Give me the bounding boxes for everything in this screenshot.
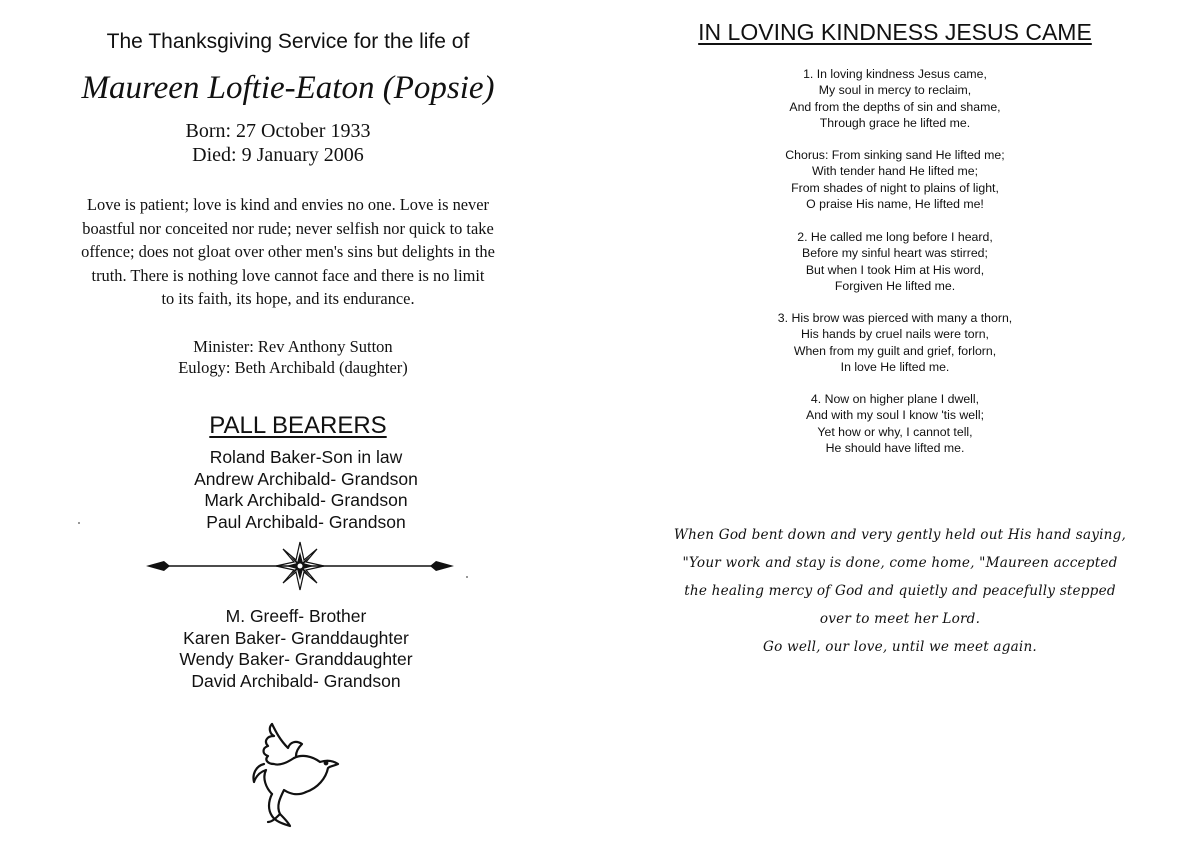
hymn-line: Yet how or why, I cannot tell, (817, 424, 973, 439)
closing-line: Go well, our love, until we meet again. (763, 639, 1037, 655)
hymn-line: Through grace he lifted me. (819, 115, 971, 130)
eulogy: Eulogy: Beth Archibald (daughter) (178, 358, 408, 377)
hymn-line: And from the depths of sin and shame, (789, 99, 1001, 114)
scripture-verse (40, 193, 536, 311)
died-date: Died: 9 January 2006 (192, 144, 364, 166)
hymn-line: 4. Now on higher plane I dwell, (810, 392, 980, 406)
hymn-stanza (600, 66, 1190, 131)
verse-line: boastful nor conceited nor rude; never selfish nor quick to take (82, 218, 494, 238)
closing-line: When God bent down and very gently held out His hand saying, (673, 527, 1127, 543)
minister: Minister: Rev Anthony Sutton (193, 337, 393, 356)
hymn-line: Chorus: From sinking sand He lifted me; (785, 148, 1005, 162)
verse-line: truth. There is nothing love cannot face and there is no limit (91, 265, 485, 285)
pall-bearer: Roland Baker-Son in law (209, 447, 403, 467)
hymn-line: He should have lifted me. (825, 440, 965, 455)
born-date: Born: 27 October 1933 (185, 120, 371, 142)
dove-icon (246, 718, 346, 830)
pall-bearer: Mark Archibald- Grandson (204, 490, 408, 510)
hymn-line: When from my guilt and grief, forlorn, (793, 343, 997, 358)
hymn-line: Forgiven He lifted me. (834, 278, 956, 293)
hymn-stanza (600, 229, 1190, 294)
hymn-line: From shades of night to plains of light, (791, 180, 999, 195)
closing-line: "Your work and stay is done, come home, "Maureen accepted (682, 555, 1118, 571)
pall-bearer: Wendy Baker- Granddaughter (179, 649, 413, 669)
hymn-line: In love He lifted me. (840, 359, 950, 374)
officiants (0, 336, 586, 378)
closing-message (620, 521, 1180, 661)
hymn-line: And with my soul I know 'tis well; (806, 408, 984, 423)
paper-speck (78, 522, 80, 524)
hymn-line: His hands by cruel nails were torn, (801, 327, 989, 342)
verse-line: offence; does not gloat over other men's sins but delights in the (81, 242, 495, 261)
pall-bearer: Paul Archibald- Grandson (206, 511, 406, 532)
pall-bearer: Andrew Archibald- Grandson (194, 468, 418, 489)
hymn-line: With tender hand He lifted me; (811, 164, 979, 179)
hymn-stanza (600, 310, 1190, 375)
service-title: The Thanksgiving Service for the life of (106, 30, 470, 53)
paper-speck (466, 576, 468, 578)
hymn-line: Before my sinful heart was stirred; (802, 246, 988, 261)
hymn-title: IN LOVING KINDNESS JESUS CAME (698, 19, 1092, 45)
hymn-line: My soul in mercy to reclaim, (818, 83, 972, 98)
pall-bearers-list-2 (0, 606, 592, 692)
hymn-line: O praise His name, He lifted me! (806, 196, 984, 211)
hymn-line: 1. In loving kindness Jesus came, (803, 67, 987, 81)
closing-line: the healing mercy of God and quietly and peacefully stepped (684, 583, 1116, 599)
verse-line: Love is patient; love is kind and envies no one. Love is never (87, 195, 489, 214)
verse-line: to its faith, its hope, and its endurance. (161, 289, 415, 308)
pall-bearer: Karen Baker- Granddaughter (183, 627, 409, 648)
hymn-stanza (600, 391, 1190, 456)
deceased-name: Maureen Loftie-Eaton (Popsie) (81, 70, 495, 106)
pall-bearer: David Archibald- Grandson (191, 670, 401, 691)
pall-bearers-list (0, 447, 612, 533)
hymn-line: 2. He called me long before I heard, (797, 230, 993, 244)
life-dates (0, 119, 556, 167)
hymn-line: 3. His brow was pierced with many a thorn, (777, 311, 1013, 325)
closing-line: over to meet her Lord. (819, 611, 981, 627)
right-page (600, 0, 1200, 849)
hymn-chorus (600, 147, 1190, 212)
star-divider-icon (140, 538, 460, 594)
pall-bearers-heading: PALL BEARERS (209, 412, 387, 439)
hymn-line: But when I took Him at His word, (805, 262, 985, 277)
pall-bearer: M. Greeff- Brother (225, 606, 367, 626)
